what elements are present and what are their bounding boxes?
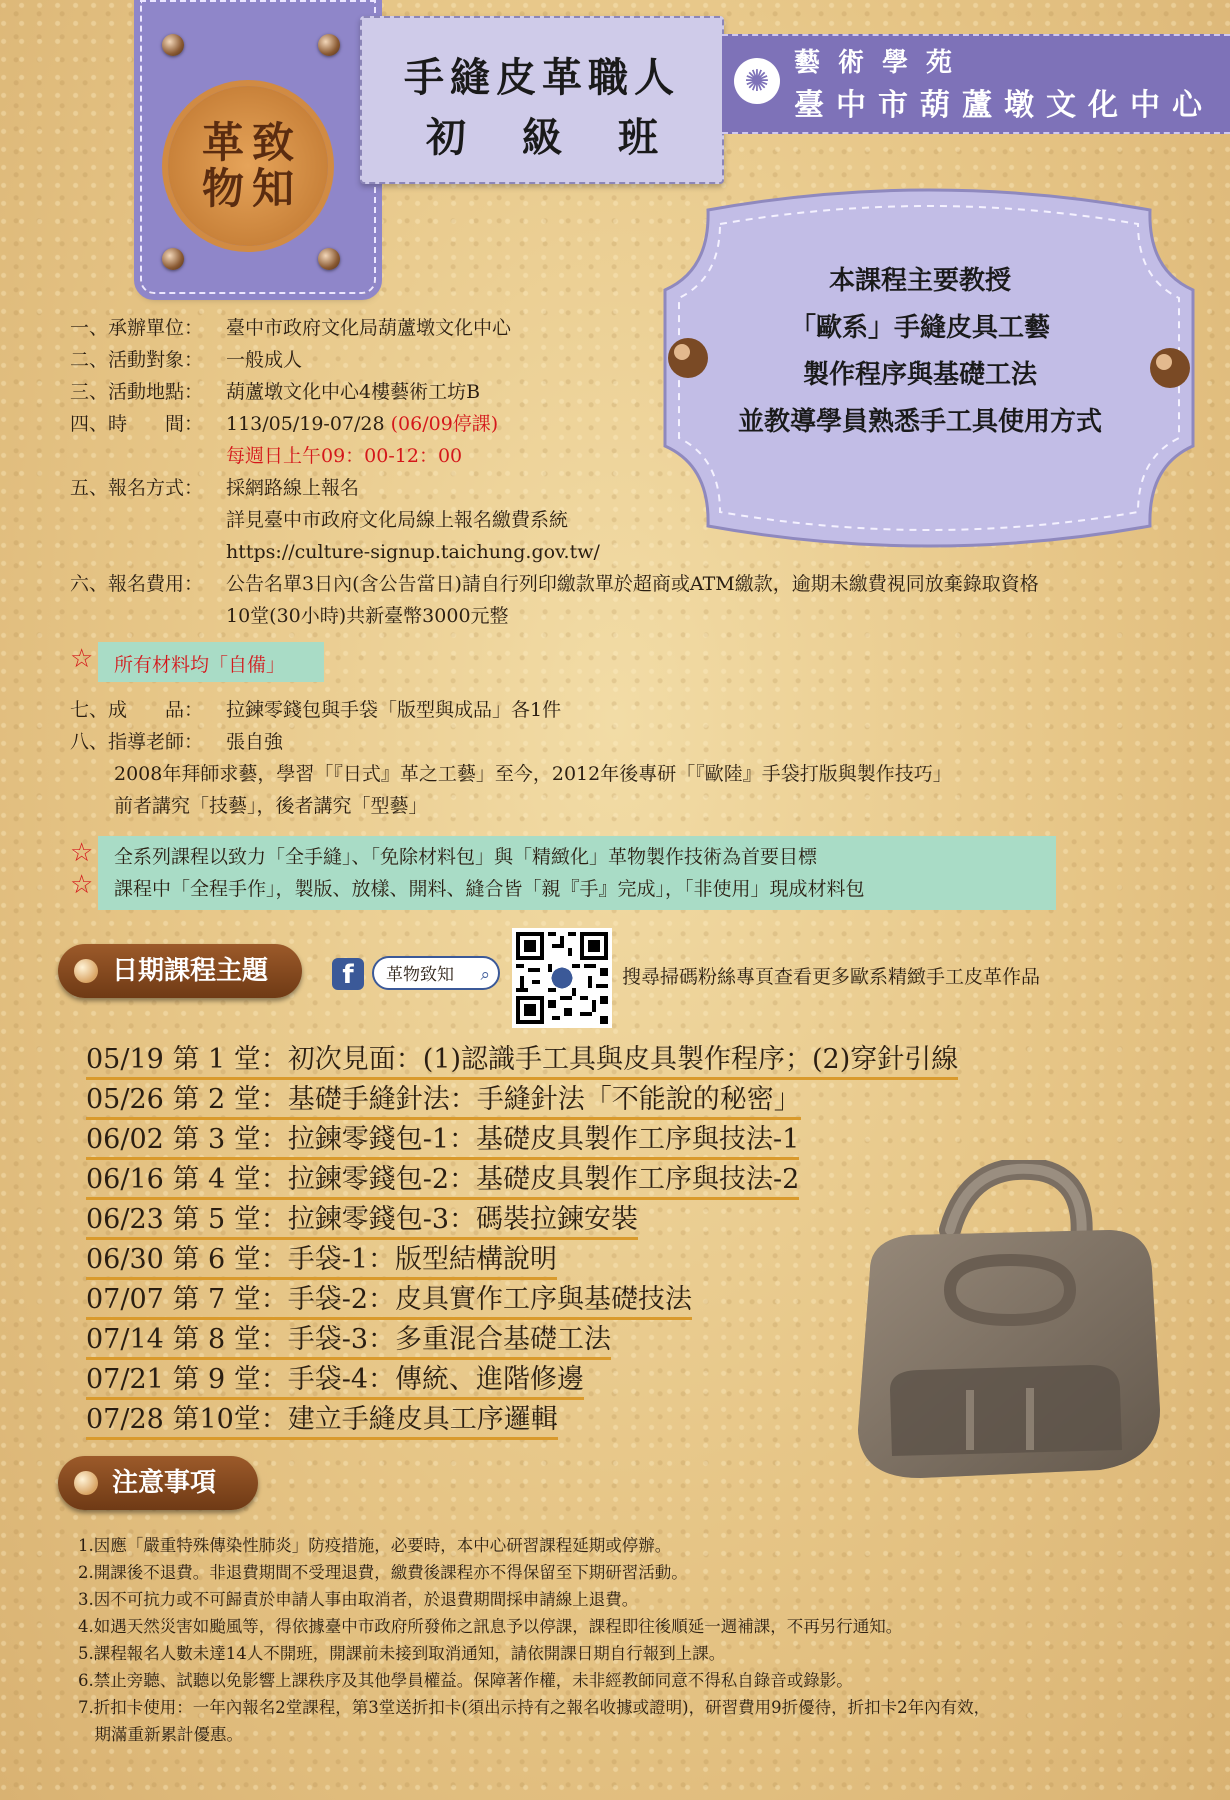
seal-char: 物 bbox=[201, 164, 244, 213]
rivet-icon bbox=[318, 34, 340, 56]
schedule-row-text: 06/02 第 3 堂：拉鍊零錢包-1：基礎皮具製作工序與技法-1 bbox=[86, 1124, 799, 1160]
schedule-row-text: 07/21 第 9 堂：手袋-4：傳統、進階修邊 bbox=[86, 1364, 584, 1400]
note-item: 4.如遇天然災害如颱風等，得依據臺中市政府所發佈之訊息予以停課，課程即往後順延一週補課，不再另行通知。 bbox=[78, 1617, 903, 1636]
title-panel bbox=[360, 16, 724, 184]
section-title-text: 日期課程主題 bbox=[112, 956, 269, 986]
search-icon: ⌕ bbox=[480, 965, 490, 985]
schedule-list bbox=[86, 1040, 959, 1440]
facebook-search-box[interactable] bbox=[372, 956, 500, 990]
info-audience bbox=[70, 344, 302, 376]
note-item: 1.因應「嚴重特殊傳染性肺炎」防疫措施，必要時，本中心研習課程延期或停辦。 bbox=[78, 1536, 672, 1555]
bullet-dot-icon bbox=[74, 959, 98, 983]
schedule-row bbox=[86, 1080, 886, 1120]
info-time bbox=[70, 408, 498, 440]
info-time-weekly: 每週日上午09：00-12：00 bbox=[226, 445, 463, 467]
plaque-text bbox=[700, 258, 1140, 446]
schedule-row bbox=[86, 1240, 886, 1280]
schedule-row bbox=[86, 1120, 886, 1160]
bullet-dot-icon bbox=[74, 1471, 98, 1495]
info-value: 公告名單3日內(含公告當日)請自行列印繳款單於超商或ATM繳款，逾期未繳費視同放棄錄取資格 bbox=[226, 573, 1039, 595]
schedule-section-title bbox=[58, 944, 302, 998]
schedule-row bbox=[86, 1400, 886, 1440]
schedule-row bbox=[86, 1160, 886, 1200]
schedule-row-text: 06/23 第 5 堂：拉鍊零錢包-3：碼裝拉鍊安裝 bbox=[86, 1204, 638, 1240]
info-fee bbox=[70, 568, 1039, 600]
schedule-row bbox=[86, 1040, 959, 1080]
notes-list bbox=[78, 1532, 1198, 1748]
info-label: 二、活動對象： bbox=[70, 349, 204, 371]
teacher-bio: 2008年拜師求藝，學習「『日式』革之工藝」至今，2012年後專研「『歐陸』手袋打版與製作技巧」 bbox=[114, 763, 952, 785]
note-item: 5.課程報名人數未達14人不開班，開課前未接到取消通知，請依開課日期自行報到上課。 bbox=[78, 1644, 726, 1663]
schedule-row bbox=[86, 1200, 886, 1240]
qr-code[interactable] bbox=[512, 928, 612, 1028]
info-value: 拉鍊零錢包與手袋「版型與成品」各1件 bbox=[226, 699, 562, 721]
note-item: 期滿重新累計優惠。 bbox=[78, 1725, 243, 1744]
info-value: 採網路線上報名 bbox=[226, 477, 360, 499]
section-title-text: 注意事項 bbox=[112, 1468, 217, 1498]
seal-char: 致 bbox=[251, 118, 294, 167]
star-icon: ☆ bbox=[70, 870, 94, 900]
info-label: 八、指導老師： bbox=[70, 731, 204, 753]
plaque-line: 本課程主要教授 bbox=[828, 266, 1011, 296]
info-organizer bbox=[70, 312, 511, 344]
signup-url-link[interactable]: https://culture-signup.taichung.gov.tw/ bbox=[226, 541, 600, 563]
info-fee-amount: 10堂(30小時)共新臺幣3000元整 bbox=[226, 605, 509, 627]
schedule-row-text: 07/28 第10堂：建立手縫皮具工序邏輯 bbox=[86, 1404, 558, 1440]
rivet-icon bbox=[318, 248, 340, 270]
info-label: 三、活動地點： bbox=[70, 381, 204, 403]
schedule-row-text: 05/26 第 2 堂：基礎手縫針法：手縫針法「不能說的秘密」 bbox=[86, 1084, 801, 1120]
facebook-icon[interactable]: f bbox=[332, 958, 364, 990]
info-location bbox=[70, 376, 480, 408]
program-name: 藝術學苑 bbox=[794, 48, 971, 78]
info-value: 113/05/19-07/28 bbox=[226, 413, 391, 435]
notes-section-title bbox=[58, 1456, 258, 1510]
organization-name: 臺中市葫蘆墩文化中心 bbox=[794, 88, 1214, 123]
note-item: 6.禁止旁聽、試聽以免影響上課秩序及其他學員權益。保障著作權，未非經教師同意不得私自錄音或錄影。 bbox=[78, 1671, 853, 1690]
feature-line: 課程中「全程手作」，製版、放樣、開料、縫合皆「親『手』完成」，「非使用」現成材料包 bbox=[114, 878, 865, 900]
schedule-row-text: 07/07 第 7 堂：手袋-2：皮具實作工序與基礎技法 bbox=[86, 1284, 692, 1320]
note-item: 3.因不可抗力或不可歸責於申請人事由取消者，於退費期間採申請線上退費。 bbox=[78, 1590, 639, 1609]
info-signup bbox=[70, 472, 359, 504]
feature-line: 全系列課程以致力「全手縫」、「免除材料包」與「精緻化」革物製作技術為首要目標 bbox=[114, 846, 818, 868]
info-label: 七、成 品： bbox=[70, 699, 204, 721]
star-icon: ☆ bbox=[70, 644, 94, 674]
teacher-bio: 前者講究「技藝」，後者講究「型藝」 bbox=[114, 795, 428, 817]
brand-seal bbox=[168, 86, 328, 246]
info-product bbox=[70, 694, 561, 726]
schedule-row-text: 06/30 第 6 堂：手袋-1：版型結構說明 bbox=[86, 1244, 557, 1280]
plaque-line: 並教導學員熟悉手工具使用方式 bbox=[737, 407, 1102, 437]
schedule-row bbox=[86, 1280, 886, 1320]
plaque-line: 製作程序與基礎工法 bbox=[802, 360, 1037, 390]
handbag-image bbox=[830, 1160, 1170, 1480]
info-value: 張自強 bbox=[226, 731, 284, 753]
schedule-row-text: 06/16 第 4 堂：拉鍊零錢包-2：基礎皮具製作工序與技法-2 bbox=[86, 1164, 799, 1200]
rivet-icon bbox=[162, 248, 184, 270]
course-level: 初級班 bbox=[426, 114, 714, 161]
facebook-search-text: 革物致知 bbox=[386, 965, 454, 985]
organization-logo-icon: ✺ bbox=[734, 58, 780, 104]
rivet-icon bbox=[162, 34, 184, 56]
seal-char: 革 bbox=[201, 118, 244, 167]
info-label: 五、報名方式： bbox=[70, 477, 204, 499]
schedule-row-text: 05/19 第 1 堂：初次見面：(1)認識手工具與皮具製作程序；(2)穿針引線 bbox=[86, 1044, 958, 1080]
note-item: 7.折扣卡使用：一年內報名2堂課程，第3堂送折扣卡(須出示持有之報名收據或證明)，研習費用9折優待，折扣卡2年內有效， bbox=[78, 1698, 991, 1717]
plaque-line: 「歐系」手縫皮具工藝 bbox=[789, 313, 1050, 343]
schedule-row-text: 07/14 第 8 堂：手袋-3：多重混合基礎工法 bbox=[86, 1324, 611, 1360]
info-label: 四、時 間： bbox=[70, 413, 204, 435]
note-item: 2.開課後不退費。非退費期間不受理退費，繳費後課程亦不得保留至下期研習活動。 bbox=[78, 1563, 688, 1582]
info-time-note: (06/09停課) bbox=[390, 413, 499, 435]
schedule-row bbox=[86, 1320, 886, 1360]
info-teacher bbox=[70, 726, 283, 758]
info-label: 六、報名費用： bbox=[70, 573, 204, 595]
star-icon: ☆ bbox=[70, 838, 94, 868]
info-signup-detail: 詳見臺中市政府文化局線上報名繳費系統 bbox=[226, 509, 569, 531]
materials-note: 所有材料均「自備」 bbox=[114, 654, 286, 676]
info-label: 一、承辦單位： bbox=[70, 317, 204, 339]
schedule-row bbox=[86, 1360, 886, 1400]
info-value: 臺中市政府文化局葫蘆墩文化中心 bbox=[226, 317, 512, 339]
info-value: 葫蘆墩文化中心4樓藝術工坊B bbox=[226, 381, 481, 403]
qr-caption: 搜尋掃碼粉絲專頁查看更多歐系精緻手工皮革作品 bbox=[622, 966, 1041, 988]
info-value: 一般成人 bbox=[226, 349, 303, 371]
seal-char: 知 bbox=[251, 164, 294, 213]
course-title: 手縫皮革職人 bbox=[404, 54, 680, 101]
